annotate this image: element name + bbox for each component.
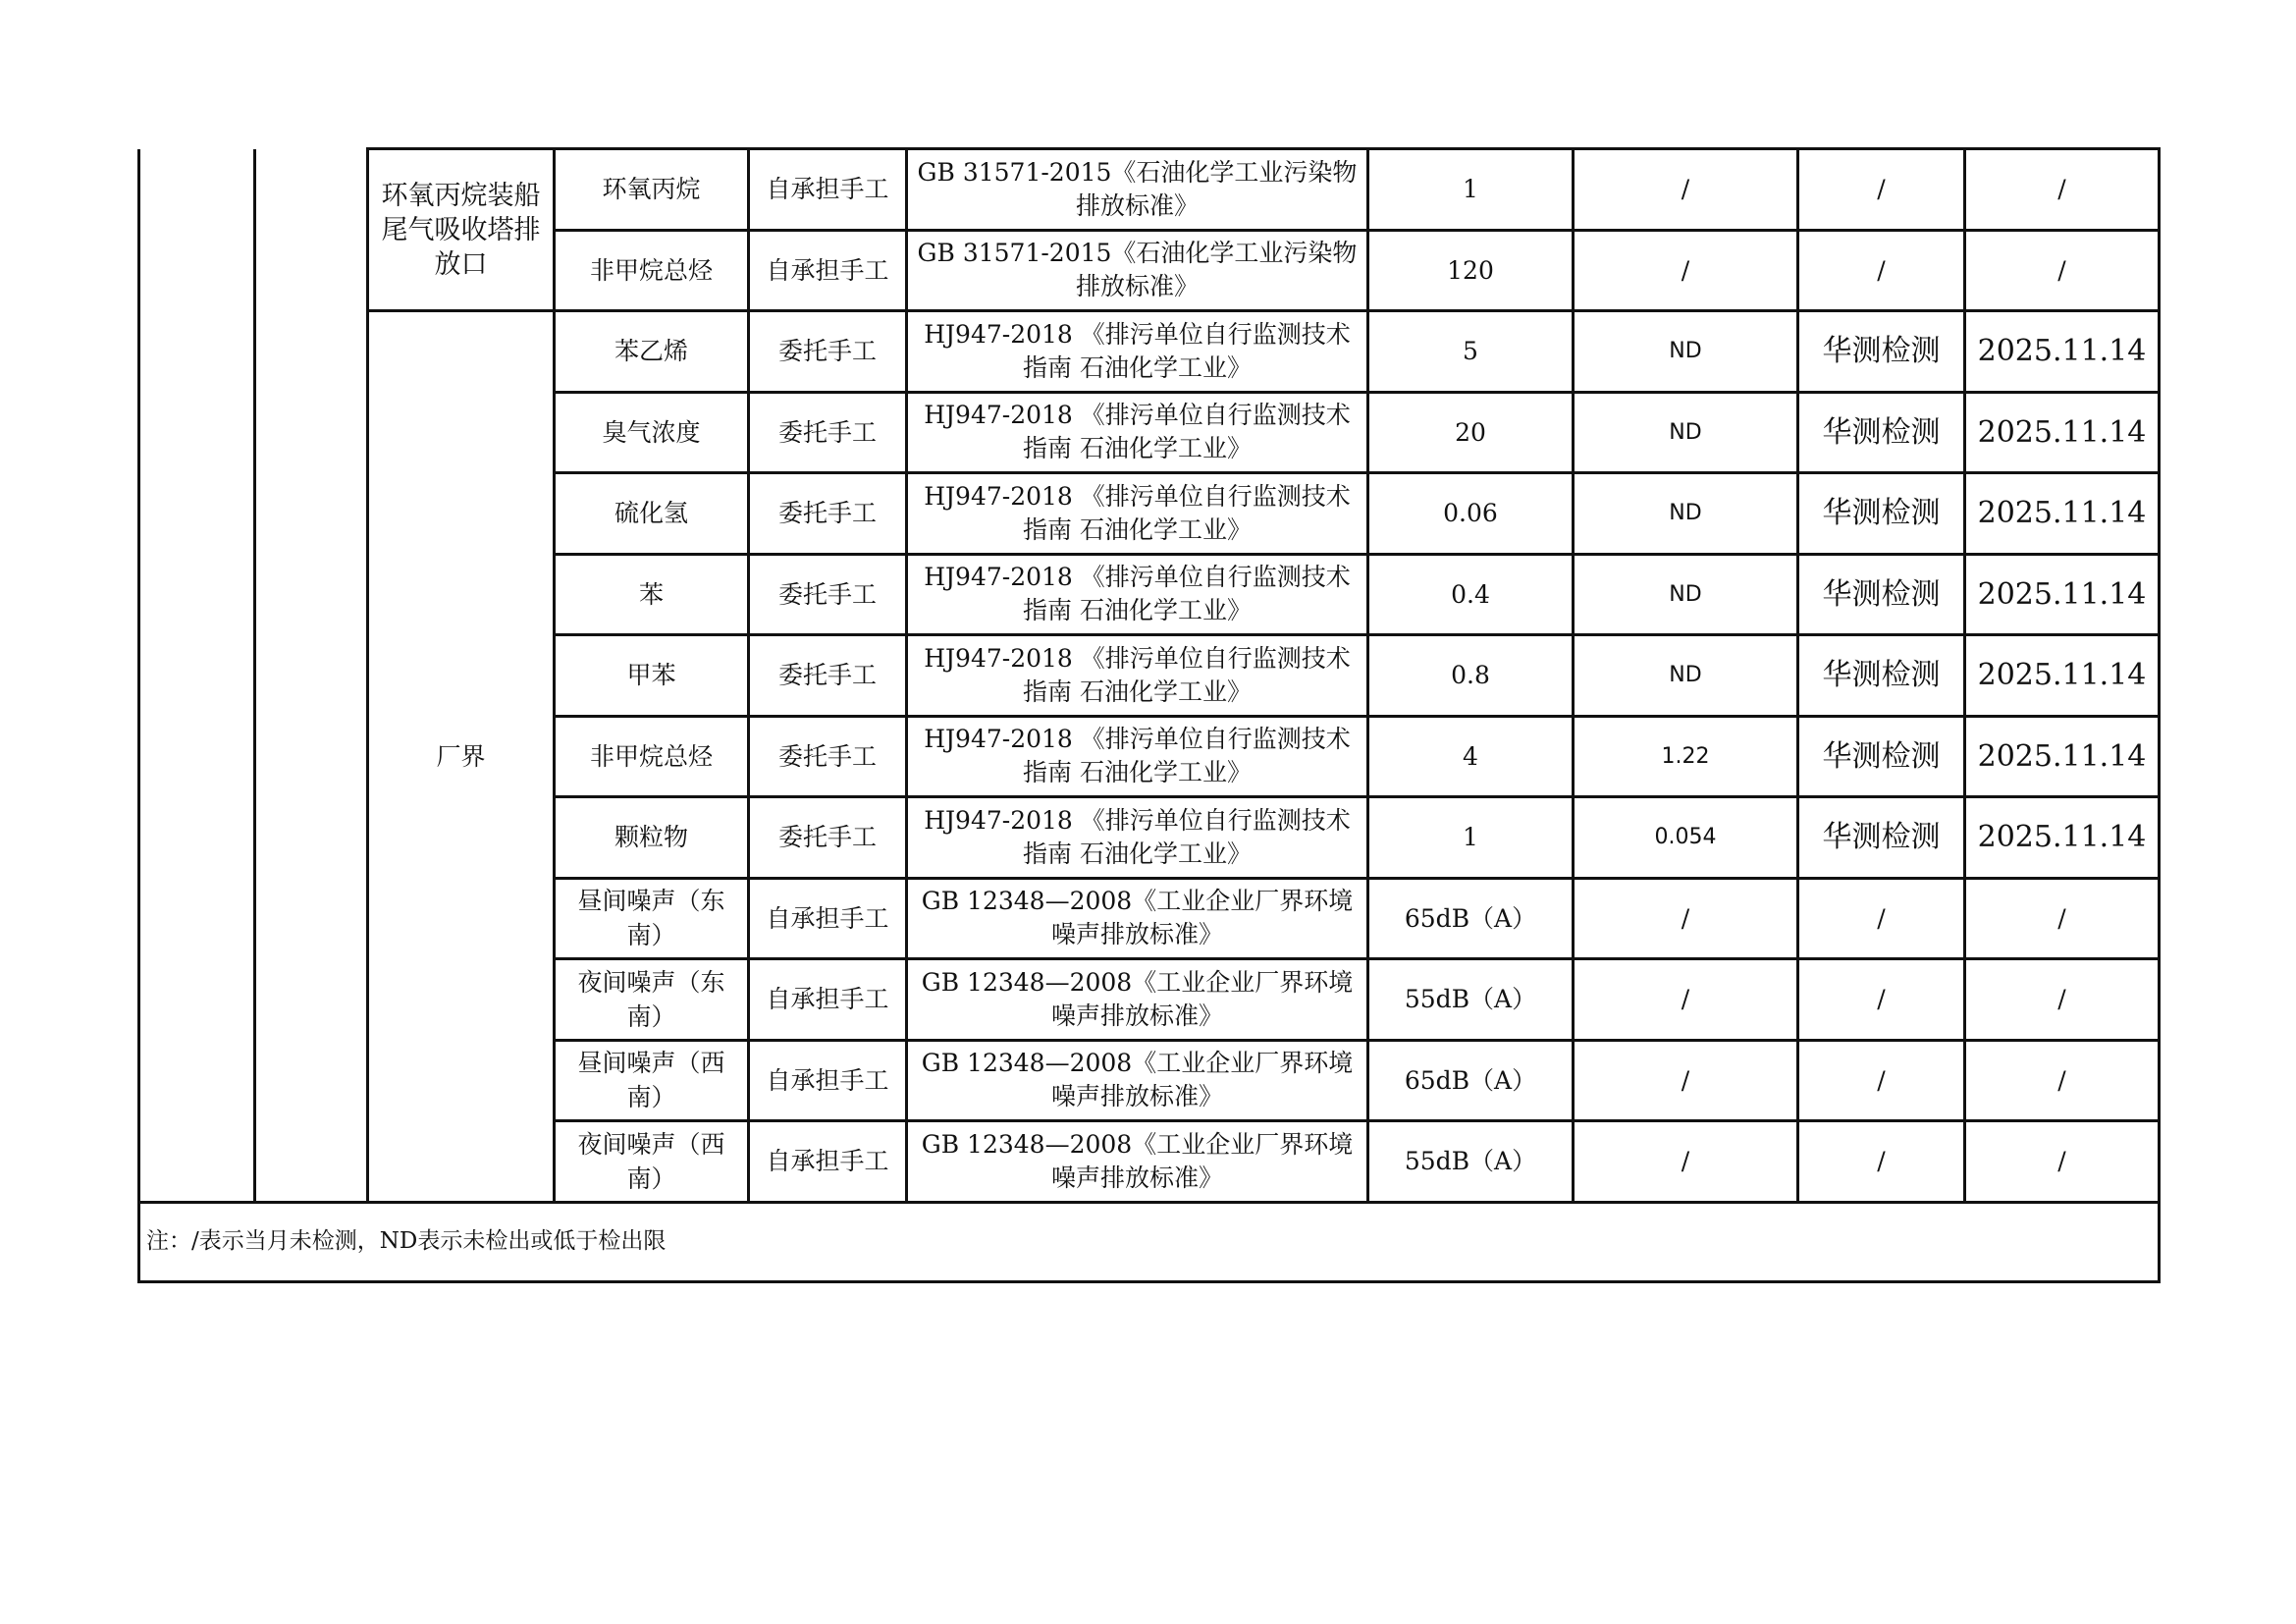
agency-cell: / [1798, 959, 1965, 1041]
agency-cell: / [1798, 878, 1965, 959]
monitoring-mode: 自承担手工 [749, 149, 907, 231]
limit-value: 0.8 [1368, 635, 1574, 717]
standard-cell: GB 31571-2015《石油化学工业污染物排放标准》 [907, 230, 1368, 311]
monitoring-mode: 委托手工 [749, 311, 907, 393]
monitoring-mode: 委托手工 [749, 473, 907, 555]
monitoring-item: 甲苯 [555, 635, 749, 717]
limit-value: 0.4 [1368, 554, 1574, 635]
outer-col-2 [255, 149, 368, 1203]
date-cell: / [1965, 1121, 2160, 1203]
agency-cell: 华测检测 [1798, 554, 1965, 635]
table-row [139, 311, 2160, 393]
agency-cell: / [1798, 1040, 1965, 1121]
monitoring-item: 昼间噪声（西南） [555, 1040, 749, 1121]
date-cell: / [1965, 230, 2160, 311]
result-value: / [1574, 1121, 1798, 1203]
result-value: / [1574, 1040, 1798, 1121]
standard-cell: GB 12348—2008《工业企业厂界环境噪声排放标准》 [907, 878, 1368, 959]
standard-cell: HJ947-2018 《排污单位自行监测技术指南 石油化学工业》 [907, 311, 1368, 393]
result-value: 1.22 [1574, 716, 1798, 797]
limit-value: 55dB（A） [1368, 959, 1574, 1041]
date-cell: 2025.11.14 [1965, 797, 2160, 879]
monitoring-item: 夜间噪声（东南） [555, 959, 749, 1041]
standard-cell: GB 12348—2008《工业企业厂界环境噪声排放标准》 [907, 959, 1368, 1041]
monitoring-mode: 委托手工 [749, 635, 907, 717]
result-value: / [1574, 230, 1798, 311]
standard-cell: HJ947-2018 《排污单位自行监测技术指南 石油化学工业》 [907, 392, 1368, 473]
monitoring-mode: 委托手工 [749, 716, 907, 797]
date-cell: / [1965, 1040, 2160, 1121]
result-value: / [1574, 959, 1798, 1041]
limit-value: 5 [1368, 311, 1574, 393]
table-row [139, 149, 2160, 231]
date-cell: 2025.11.14 [1965, 635, 2160, 717]
monitoring-item: 昼间噪声（东南） [555, 878, 749, 959]
standard-cell: HJ947-2018 《排污单位自行监测技术指南 石油化学工业》 [907, 635, 1368, 717]
limit-value: 55dB（A） [1368, 1121, 1574, 1203]
monitoring-mode: 自承担手工 [749, 1121, 907, 1203]
monitoring-point: 环氧丙烷装船尾气吸收塔排放口 [368, 149, 555, 311]
result-value: / [1574, 878, 1798, 959]
monitoring-mode: 委托手工 [749, 392, 907, 473]
standard-cell: GB 12348—2008《工业企业厂界环境噪声排放标准》 [907, 1040, 1368, 1121]
standard-cell: HJ947-2018 《排污单位自行监测技术指南 石油化学工业》 [907, 473, 1368, 555]
outer-col-1 [139, 149, 255, 1203]
standard-cell: GB 12348—2008《工业企业厂界环境噪声排放标准》 [907, 1121, 1368, 1203]
result-value: ND [1574, 311, 1798, 393]
agency-cell: / [1798, 1121, 1965, 1203]
monitoring-item: 非甲烷总烃 [555, 230, 749, 311]
date-cell: 2025.11.14 [1965, 311, 2160, 393]
agency-cell: / [1798, 230, 1965, 311]
monitoring-table [137, 147, 2161, 1283]
monitoring-item: 苯 [555, 554, 749, 635]
monitoring-item: 臭气浓度 [555, 392, 749, 473]
limit-value: 65dB（A） [1368, 878, 1574, 959]
limit-value: 4 [1368, 716, 1574, 797]
date-cell: 2025.11.14 [1965, 554, 2160, 635]
date-cell: / [1965, 878, 2160, 959]
monitoring-mode: 自承担手工 [749, 959, 907, 1041]
monitoring-mode: 自承担手工 [749, 1040, 907, 1121]
monitoring-item: 夜间噪声（西南） [555, 1121, 749, 1203]
standard-cell: HJ947-2018 《排污单位自行监测技术指南 石油化学工业》 [907, 716, 1368, 797]
limit-value: 1 [1368, 149, 1574, 231]
date-cell: 2025.11.14 [1965, 716, 2160, 797]
agency-cell: 华测检测 [1798, 311, 1965, 393]
monitoring-item: 环氧丙烷 [555, 149, 749, 231]
standard-cell: GB 31571-2015《石油化学工业污染物排放标准》 [907, 149, 1368, 231]
standard-cell: HJ947-2018 《排污单位自行监测技术指南 石油化学工业》 [907, 797, 1368, 879]
limit-value: 20 [1368, 392, 1574, 473]
monitoring-mode: 委托手工 [749, 554, 907, 635]
date-cell: 2025.11.14 [1965, 473, 2160, 555]
date-cell: / [1965, 149, 2160, 231]
agency-cell: / [1798, 149, 1965, 231]
result-value: / [1574, 149, 1798, 231]
limit-value: 120 [1368, 230, 1574, 311]
monitoring-item: 苯乙烯 [555, 311, 749, 393]
result-value: ND [1574, 473, 1798, 555]
result-value: 0.054 [1574, 797, 1798, 879]
standard-cell: HJ947-2018 《排污单位自行监测技术指南 石油化学工业》 [907, 554, 1368, 635]
limit-value: 0.06 [1368, 473, 1574, 555]
table-note: 注：/表示当月未检测，ND表示未检出或低于检出限 [139, 1202, 2160, 1281]
monitoring-item: 硫化氢 [555, 473, 749, 555]
agency-cell: 华测检测 [1798, 716, 1965, 797]
monitoring-mode: 自承担手工 [749, 230, 907, 311]
agency-cell: 华测检测 [1798, 473, 1965, 555]
agency-cell: 华测检测 [1798, 392, 1965, 473]
monitoring-item: 非甲烷总烃 [555, 716, 749, 797]
date-cell: 2025.11.14 [1965, 392, 2160, 473]
agency-cell: 华测检测 [1798, 797, 1965, 879]
limit-value: 1 [1368, 797, 1574, 879]
result-value: ND [1574, 635, 1798, 717]
note-row [139, 1202, 2160, 1281]
result-value: ND [1574, 554, 1798, 635]
limit-value: 65dB（A） [1368, 1040, 1574, 1121]
monitoring-mode: 委托手工 [749, 797, 907, 879]
agency-cell: 华测检测 [1798, 635, 1965, 717]
monitoring-mode: 自承担手工 [749, 878, 907, 959]
date-cell: / [1965, 959, 2160, 1041]
monitoring-point: 厂界 [368, 311, 555, 1203]
result-value: ND [1574, 392, 1798, 473]
monitoring-item: 颗粒物 [555, 797, 749, 879]
